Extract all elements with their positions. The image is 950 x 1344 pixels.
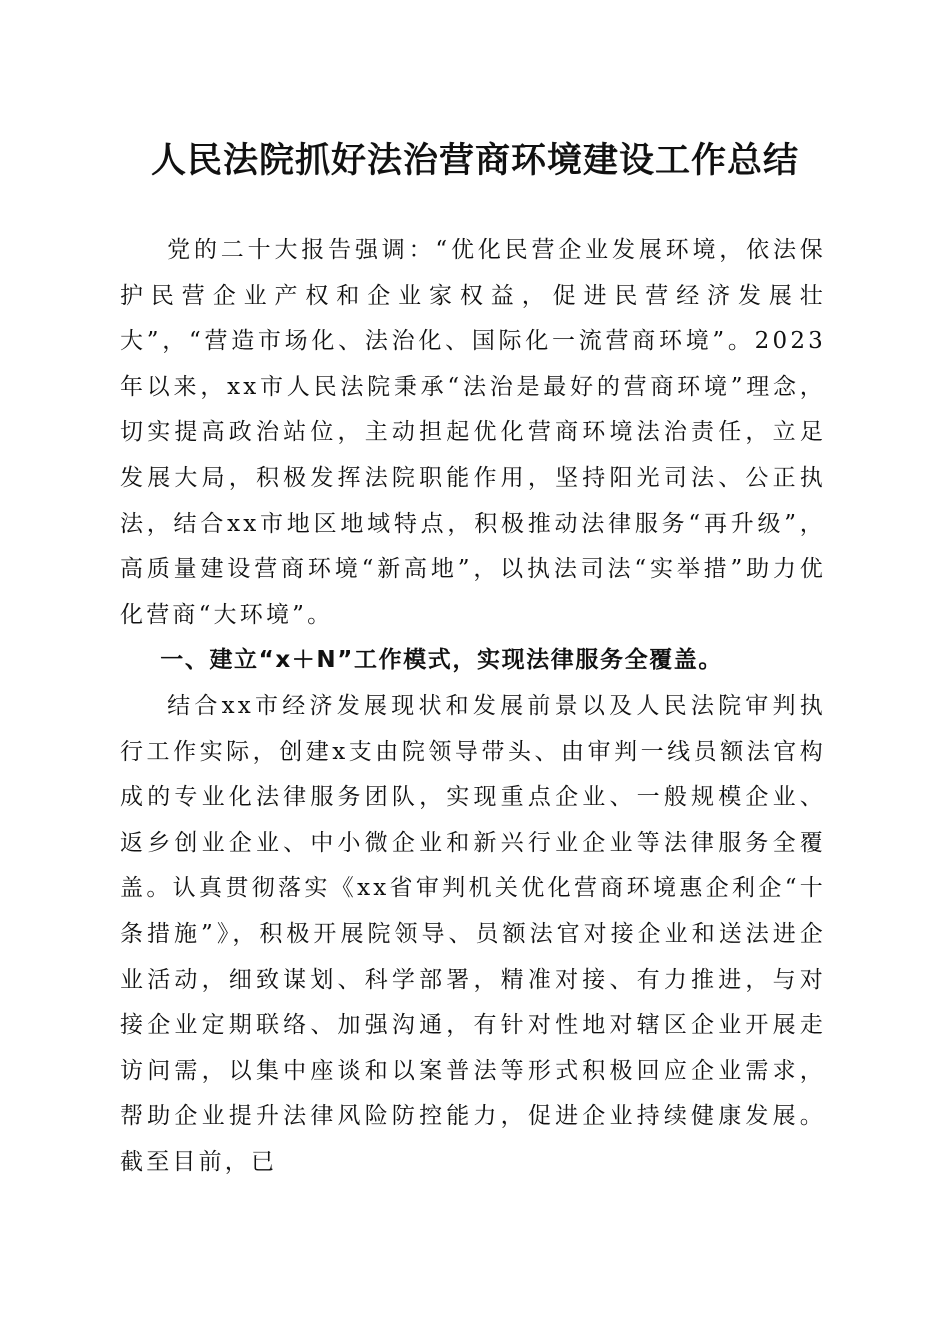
intro-paragraph: 党的二十大报告强调：“优化民营企业发展环境，依法保护民营企业产权和企业家权益，促进民营经济发展壮大”，“营造市场化、法治化、国际化一流营商环境”。2023年以来，xx市人民法院秉承“法治是最好的营商环境”理念，切实提高政治站位，主动担起优化营商环境法治责任，立足发展大局，积极发挥法院职能作用，坚持阳光司法、公正执法，结合xx市地区地域特点，积极推动法律服务“再升级”，高质量建设营商环境“新高地”，以执法司法“实举措”助力优化营商“大环境”。 [120,237,826,628]
section-heading-1: 一、建立“x＋N”工作模式，实现法律服务全覆盖。 [160,647,723,674]
document-title: 人民法院抓好法治营商环境建设工作总结 [150,140,799,181]
document-body [120,228,826,1185]
section-paragraph-1: 结合xx市经济发展现状和发展前景以及人民法院审判执行工作实际，创建x支由院领导带头、由审判一线员额法官构成的专业化法律服务团队，实现重点企业、一般规模企业、返乡创业企业、中小微企业和新兴行业企业等法律服务全覆盖。认真贯彻落实《xx省审判机关优化营商环境惠企利企“十条措施”》，积极开展院领导、员额法官对接企业和送法进企业活动，细致谋划、科学部署，精准对接、有力推进，与对接企业定期联络、加强沟通，有针对性地对辖区企业开展走访问需，以集中座谈和以案普法等形式积极回应企业需求，帮助企业提升法律风险防控能力，促进企业持续健康发展。截至目前，已 [120,692,826,1175]
